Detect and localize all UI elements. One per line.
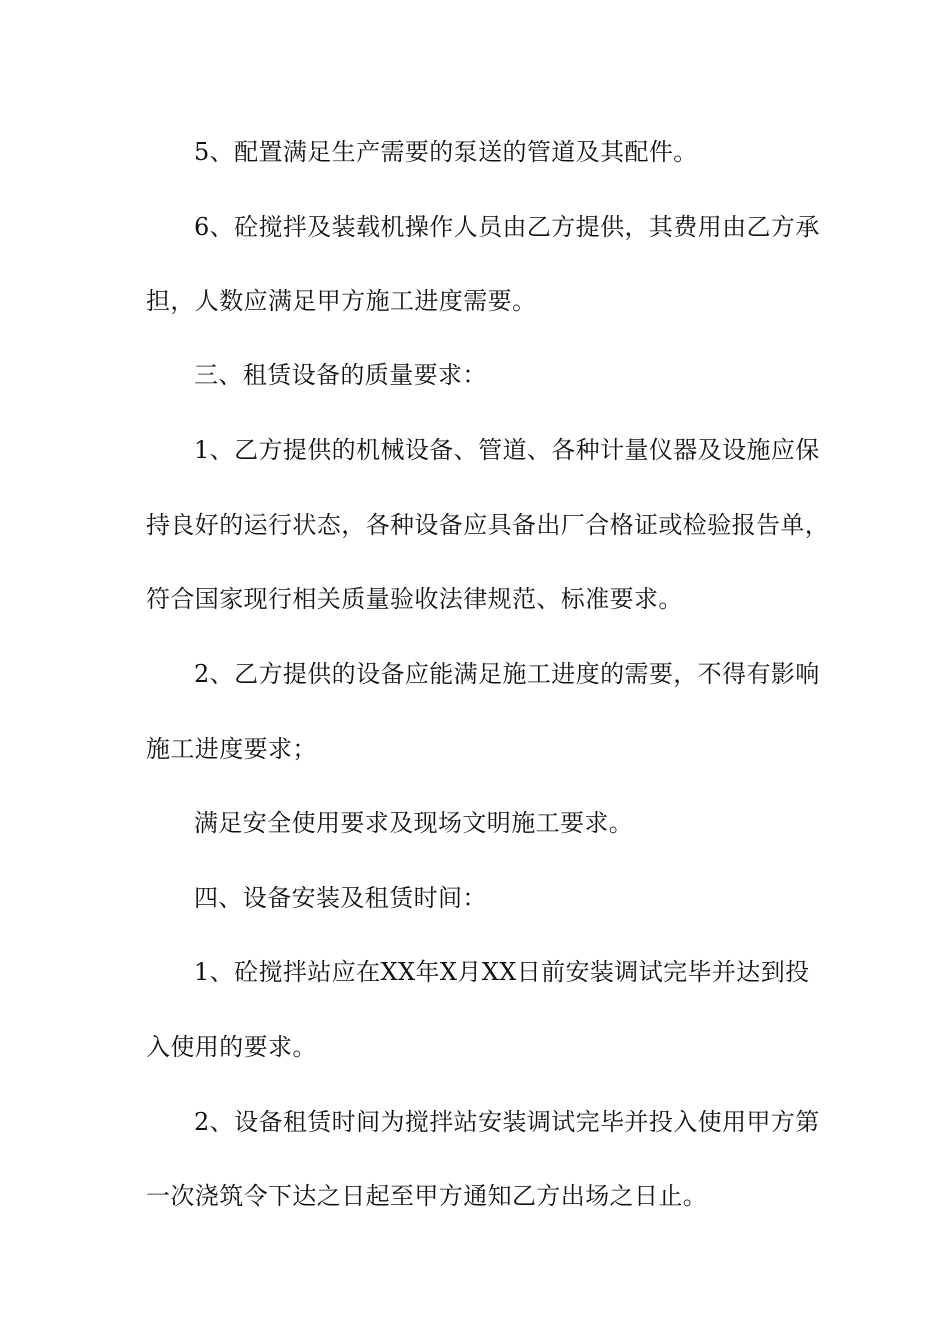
text-line: 1、乙方提供的机械设备、管道、各种计量仪器及设施应保 bbox=[194, 436, 820, 464]
text-line: 满足安全使用要求及现场文明施工要求。 bbox=[194, 809, 634, 837]
text-line: 入使用的要求。 bbox=[146, 1033, 317, 1061]
text-line: 一次浇筑令下达之日起至甲方通知乙方出场之日止。 bbox=[146, 1182, 708, 1210]
text-line: 2、乙方提供的设备应能满足施工进度的需要，不得有影响 bbox=[194, 660, 820, 688]
text-line: 符合国家现行相关质量验收法律规范、标准要求。 bbox=[146, 585, 683, 613]
section-heading: 四、设备安装及租赁时间： bbox=[194, 884, 487, 912]
text-line: 6、砼搅拌及装载机操作人员由乙方提供，其费用由乙方承 bbox=[194, 213, 820, 241]
text-line: 施工进度要求； bbox=[146, 735, 317, 763]
text-line: 5、配置满足生产需要的泵送的管道及其配件。 bbox=[194, 138, 698, 166]
section-heading: 三、租赁设备的质量要求： bbox=[194, 361, 487, 389]
text-line: 2、设备租赁时间为搅拌站安装调试完毕并投入使用甲方第 bbox=[194, 1108, 820, 1136]
text-line: 持良好的运行状态，各种设备应具备出厂合格证或检验报告单， bbox=[146, 511, 830, 539]
text-line: 担，人数应满足甲方施工进度需要。 bbox=[146, 287, 537, 315]
text-line: 1、砼搅拌站应在XX年X月XX日前安装调试完毕并达到投 bbox=[194, 958, 810, 986]
